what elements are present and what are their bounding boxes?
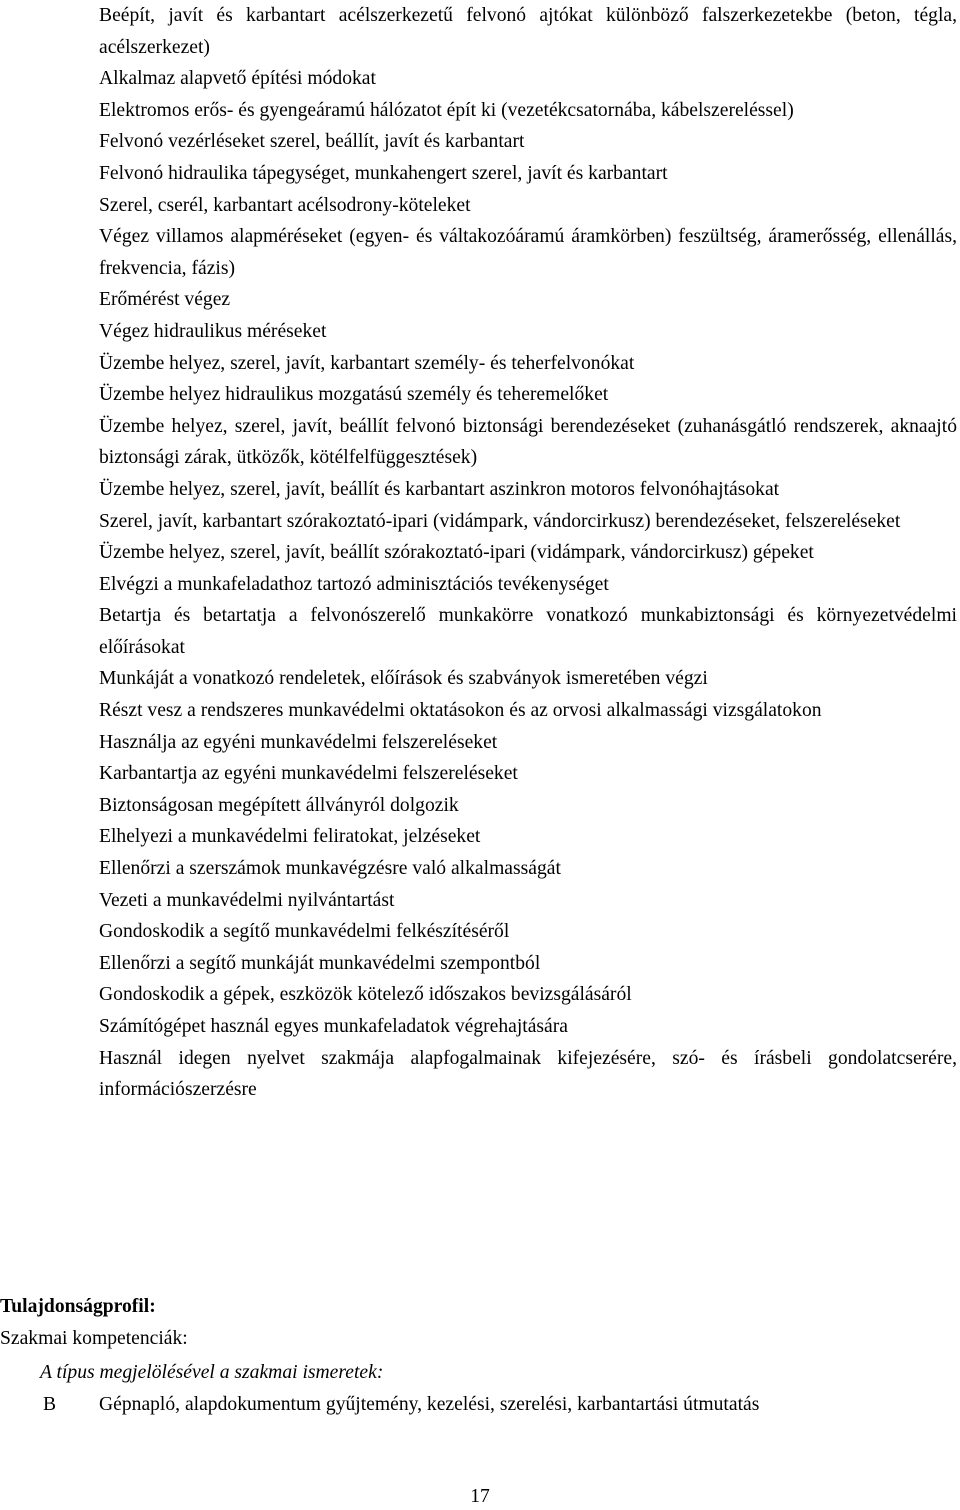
list-item: Számítógépet használ egyes munkafeladatok végrehajtására (99, 1016, 568, 1037)
list-item: Betartja és betartatja a felvonószerelő munkakörre vonatkozó munkabiztonsági és környezetvédelmi előírásokat (99, 605, 957, 658)
list-item: Vezeti a munkavédelmi nyilvántartást (99, 889, 395, 911)
knowledge-row-text: Gépnapló, alapdokumentum gyűjtemény, kezelési, szerelési, karbantartási útmutatás (99, 1394, 760, 1415)
list-item: Munkáját a vonatkozó rendeletek, előírások és szabványok ismeretében végzi (99, 668, 708, 690)
list-item: Üzembe helyez, szerel, javít, beállít és karbantart aszinkron motoros felvonóhajtásokat (99, 478, 780, 500)
list-item: Alkalmaz alapvető építési módokat (99, 68, 376, 90)
list-item: Gondoskodik a gépek, eszközök kötelező időszakos bevizsgálásáról (99, 984, 632, 1006)
page-number: 17 (470, 1486, 490, 1507)
list-item: Ellenőrzi a segítő munkáját munkavédelmi szempontból (99, 952, 541, 974)
list-item: Végez villamos alapméréseket (egyen- és váltakozóáramú áramkörben) feszültség, áramerősség, ellenállás, frekvencia, fázis) (99, 226, 957, 279)
competency-list (99, 0, 957, 1106)
list-item: Részt vesz a rendszeres munkavédelmi oktatásokon és az orvosi alkalmassági vizsgálatokon (99, 700, 822, 722)
list-item: Elektromos erős- és gyengeáramú hálózatot épít ki (vezetékcsatornába, kábelszereléssel) (99, 99, 794, 121)
list-item: Elvégzi a munkafeladathoz tartozó adminisztációs tevékenységet (99, 573, 609, 595)
list-item: Karbantartja az egyéni munkavédelmi felszereléseket (99, 763, 518, 785)
list-item: Használ idegen nyelvet szakmája alapfogalmainak kifejezésére, szó- és írásbeli gondolatcserére, információszerzésre (99, 1047, 957, 1101)
list-item: Gondoskodik a segítő munkavédelmi felkészítéséről (99, 921, 510, 943)
profile-heading: Tulajdonságprofil: (0, 1296, 156, 1317)
list-item: Üzembe helyez hidraulikus mozgatású személy és teheremelőket (99, 384, 609, 406)
list-item: Végez hidraulikus méréseket (99, 320, 327, 342)
list-item: Erőmérést végez (99, 289, 231, 311)
list-item: Ellenőrzi a szerszámok munkavégzésre való alkalmasságát (99, 858, 561, 880)
list-item: Biztonságosan megépített állványról dolgozik (99, 794, 459, 816)
list-item: Beépít, javít és karbantart acélszerkezetű felvonó ajtókat különböző falszerkezetekbe (beton, tégla, acélszerkezet) (99, 5, 957, 58)
list-item: Felvonó vezérléseket szerel, beállít, javít és karbantart (99, 131, 525, 153)
list-item: Szerel, javít, karbantart szórakoztató-ipari (vidámpark, vándorcirkusz) berendezéseket, felszereléseket (99, 510, 901, 532)
competencies-subheading: Szakmai kompetenciák: (0, 1328, 188, 1349)
list-item: Elhelyezi a munkavédelmi feliratokat, jelzéseket (99, 826, 481, 848)
list-item: Használja az egyéni munkavédelmi felszereléseket (99, 731, 498, 753)
list-item: Felvonó hidraulika tápegységet, munkahengert szerel, javít és karbantart (99, 162, 668, 184)
list-item: Üzembe helyez, szerel, javít, beállít szórakoztató-ipari (vidámpark, vándorcirkusz) gépeket (99, 542, 814, 564)
list-item: Szerel, cserél, karbantart acélsodrony-köteleket (99, 194, 471, 216)
list-item: Üzembe helyez, szerel, javít, karbantart személy- és teherfelvonókat (99, 352, 635, 374)
knowledge-type-letter: B (43, 1394, 57, 1415)
list-item: Üzembe helyez, szerel, javít, beállít felvonó biztonsági berendezéseket (zuhanásgátló rendszerek, aknaajtó biztonsági zárak, ütközők, kötélfelfüggesztések) (99, 415, 957, 469)
knowledge-type-note: A típus megjelölésével a szakmai ismeretek: (40, 1362, 384, 1383)
